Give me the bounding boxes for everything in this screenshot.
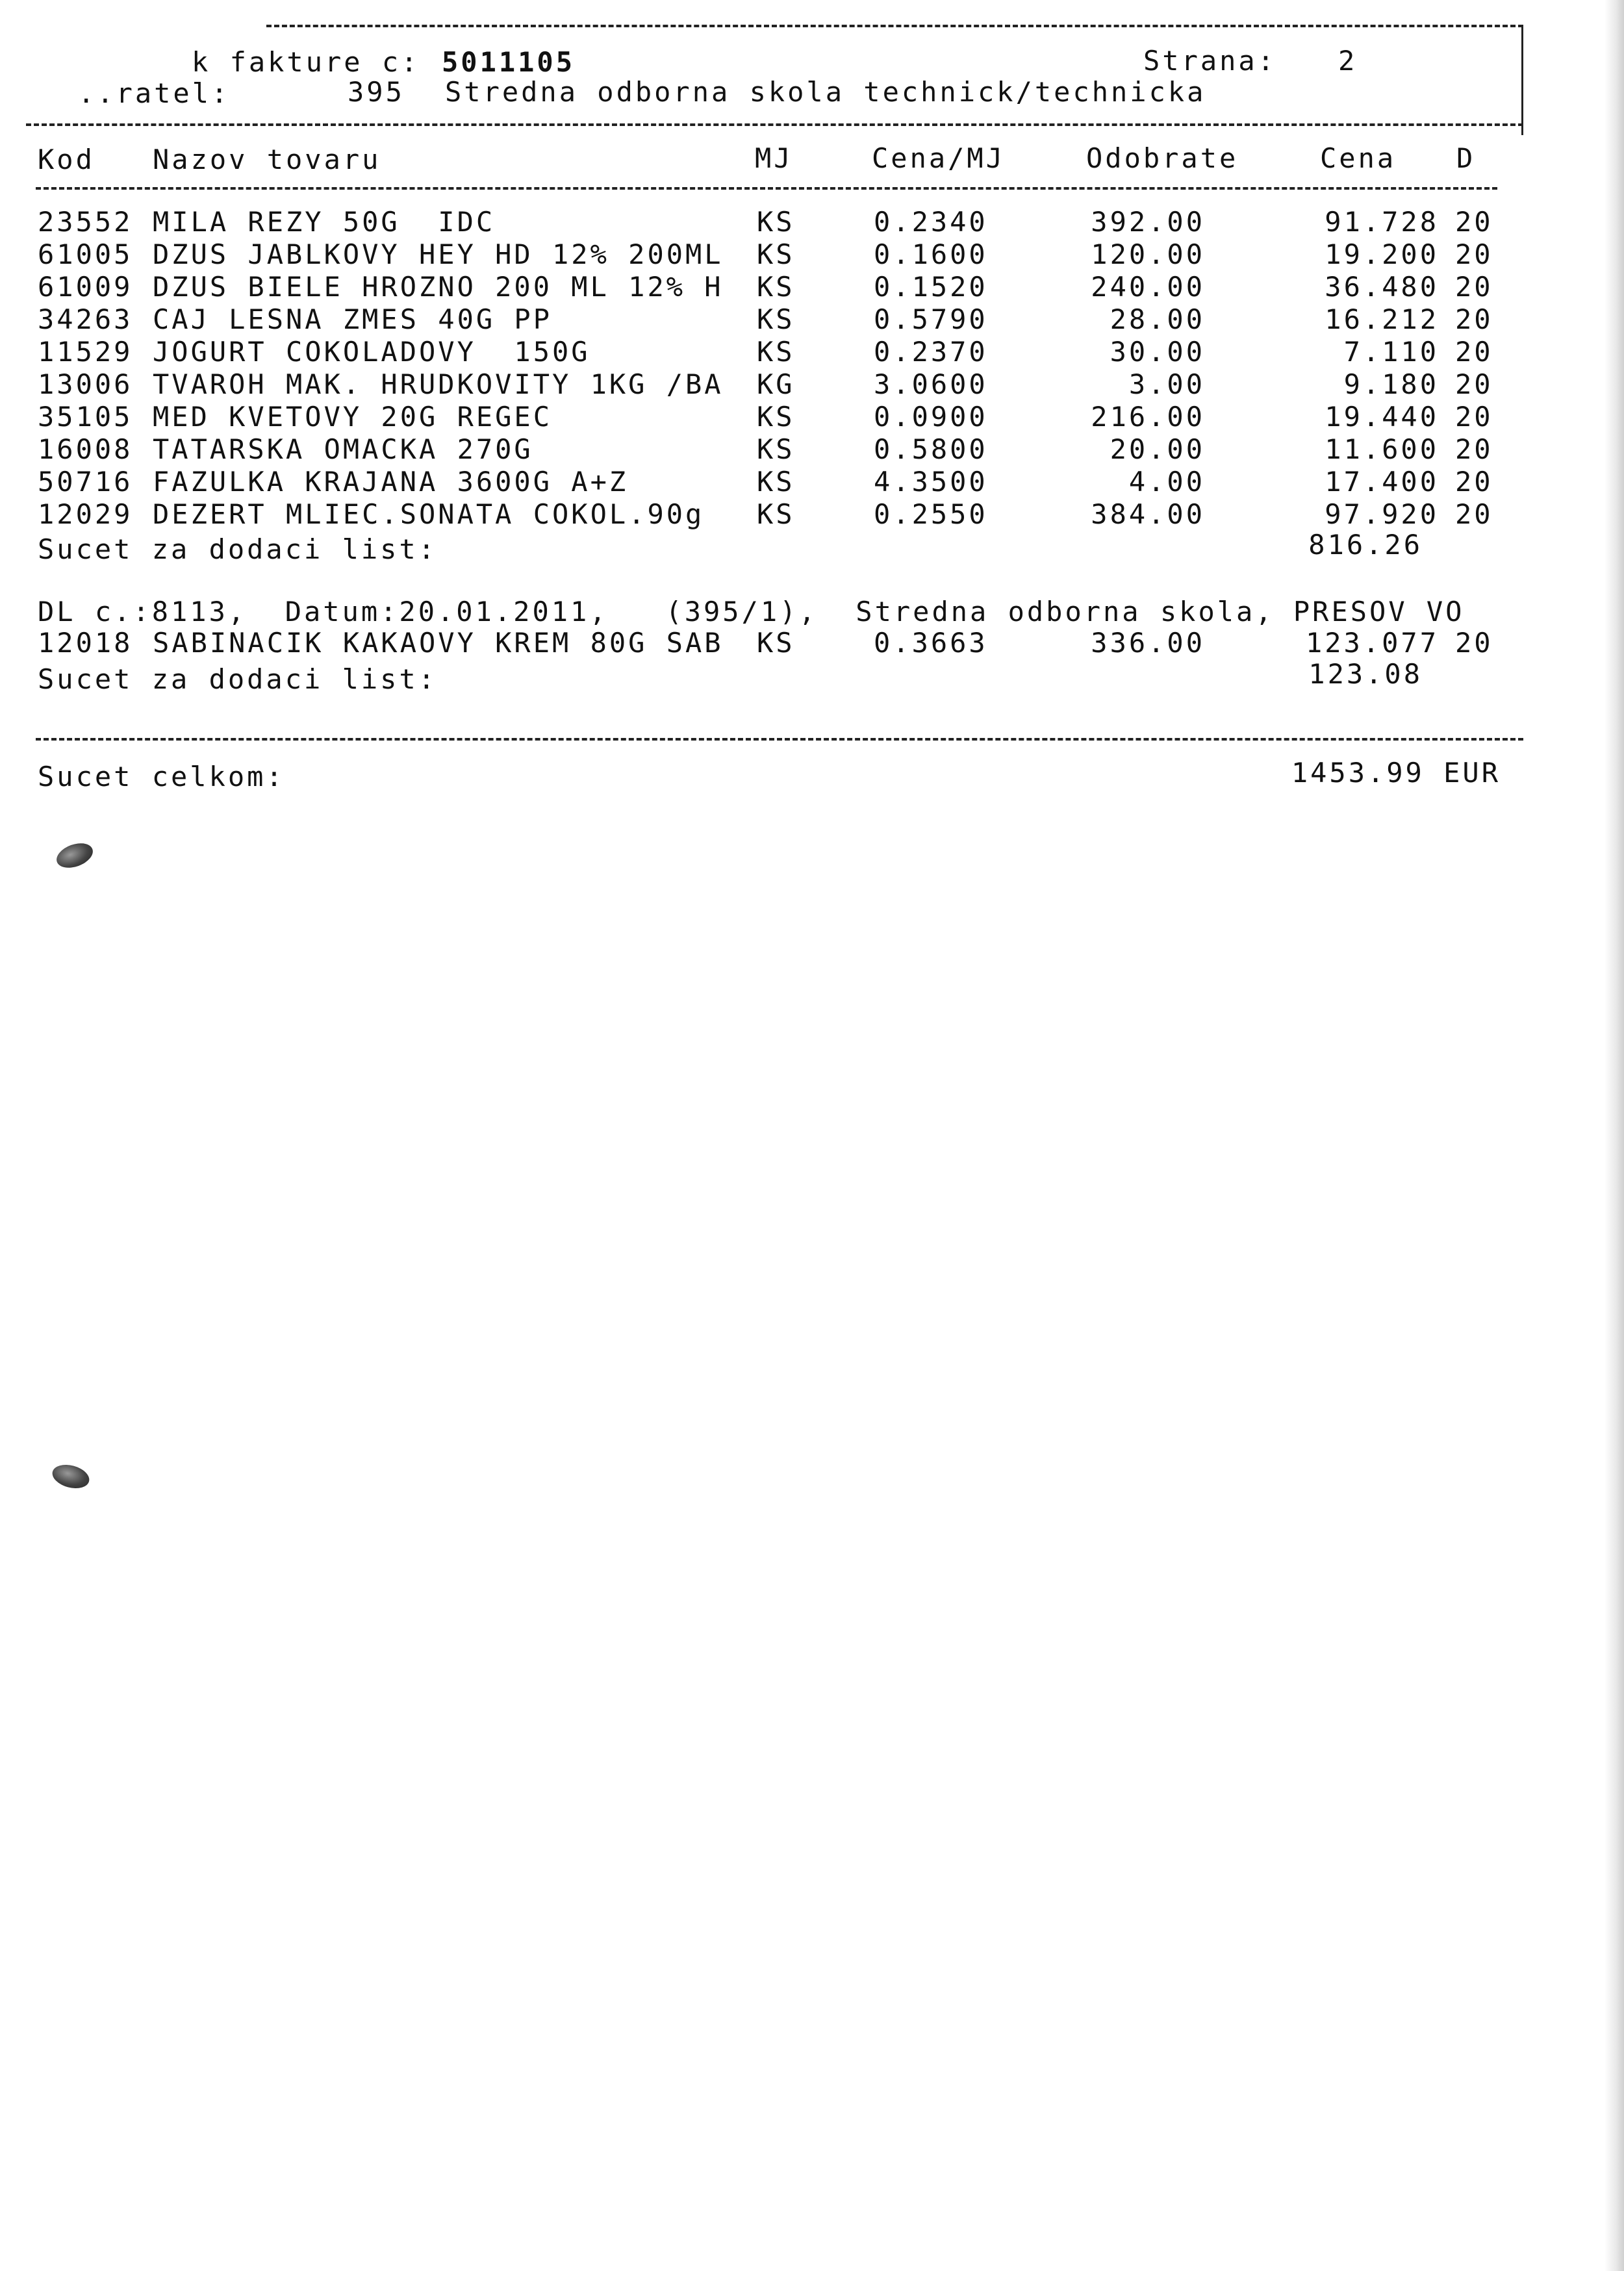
header-right-border <box>1521 25 1523 135</box>
column-header-rule <box>36 187 1497 190</box>
subtotal-label: Sucet za dodaci list: <box>38 533 438 565</box>
cell-cena-mj: 0.1600 <box>874 238 988 270</box>
cell-mj: KS <box>757 401 795 433</box>
cell-odobrate: 384.00 <box>1091 498 1205 530</box>
cell-cena: 97.920 <box>1325 498 1439 530</box>
cell-cena: 123.077 <box>1305 627 1439 659</box>
cell-cena-mj: 3.0600 <box>874 368 988 400</box>
page-edge-shadow <box>1605 0 1624 2271</box>
cell-kod: 13006 <box>38 368 133 400</box>
col-header-odobrate: Odobrate <box>1086 142 1239 174</box>
cell-nazov: MED KVETOVY 20G REGEC <box>153 401 553 433</box>
cell-odobrate: 392.00 <box>1091 206 1205 238</box>
col-header-kod: Kod <box>38 144 95 175</box>
cell-mj: KS <box>757 271 795 303</box>
cell-cena: 7.110 <box>1343 336 1439 368</box>
cell-d: 20 <box>1455 433 1493 465</box>
header-top-rule <box>266 25 1523 27</box>
cell-cena-mj: 0.5800 <box>874 433 988 465</box>
cell-cena: 17.400 <box>1325 466 1439 498</box>
cell-kod: 61005 <box>38 238 133 270</box>
cell-odobrate: 336.00 <box>1091 627 1205 659</box>
invoice-number: 5011105 <box>442 46 576 78</box>
cell-nazov: SABINACIK KAKAOVY KREM 80G SAB <box>153 627 724 659</box>
col-header-cena-mj: Cena/MJ <box>872 142 1006 174</box>
cell-nazov: DZUS BIELE HROZNO 200 ML 12% H <box>153 271 724 303</box>
col-header-cena: Cena <box>1320 142 1397 174</box>
cell-nazov: CAJ LESNA ZMES 40G PP <box>153 303 553 335</box>
cell-d: 20 <box>1455 206 1493 238</box>
cell-mj: KG <box>757 368 795 400</box>
col-header-d: D <box>1456 142 1476 174</box>
cell-mj: KS <box>757 466 795 498</box>
header-bottom-rule <box>26 123 1523 126</box>
cell-nazov: FAZULKA KRAJANA 3600G A+Z <box>153 466 629 498</box>
punch-hole-top <box>53 839 96 872</box>
cell-nazov: DZUS JABLKOVY HEY HD 12% 200ML <box>153 238 724 270</box>
total-rule <box>36 738 1523 741</box>
cell-mj: KS <box>757 206 795 238</box>
col-header-nazov: Nazov tovaru <box>153 144 381 175</box>
cell-nazov: MILA REZY 50G IDC <box>153 206 496 238</box>
subtotal-value: 816.26 <box>1308 529 1423 561</box>
cell-cena: 19.200 <box>1325 238 1439 270</box>
total-value: 1453.99 EUR <box>1291 757 1501 789</box>
cell-cena-mj: 0.2550 <box>874 498 988 530</box>
page-number: 2 <box>1338 45 1358 77</box>
page-label: Strana: <box>1143 45 1277 77</box>
cell-kod: 12029 <box>38 498 133 530</box>
cell-odobrate: 120.00 <box>1091 238 1205 270</box>
cell-cena-mj: 0.5790 <box>874 303 988 335</box>
subtotal-label-2: Sucet za dodaci list: <box>38 663 438 695</box>
cell-d: 20 <box>1455 238 1493 270</box>
subtotal-value-2: 123.08 <box>1308 658 1423 690</box>
invoice-title-prefix: k fakture c: <box>192 46 420 78</box>
cell-d: 20 <box>1455 627 1493 659</box>
cell-mj: KS <box>757 303 795 335</box>
cell-odobrate: 30.00 <box>1110 336 1205 368</box>
cell-odobrate: 28.00 <box>1110 303 1205 335</box>
cell-odobrate: 3.00 <box>1128 368 1205 400</box>
cell-odobrate: 216.00 <box>1091 401 1205 433</box>
cell-d: 20 <box>1455 368 1493 400</box>
cell-nazov: JOGURT COKOLADOVY 150G <box>153 336 590 368</box>
delivery-note-line: DL c.:8113, Datum:20.01.2011, (395/1), Stredna odborna skola, PRESOV VO <box>38 596 1465 628</box>
cell-cena: 91.728 <box>1325 206 1439 238</box>
cell-odobrate: 240.00 <box>1091 271 1205 303</box>
cell-nazov: TATARSKA OMACKA 270G <box>153 433 533 465</box>
cell-cena: 9.180 <box>1343 368 1439 400</box>
cell-cena: 11.600 <box>1325 433 1439 465</box>
cell-kod: 11529 <box>38 336 133 368</box>
cell-cena-mj: 0.3663 <box>874 627 988 659</box>
punch-hole-bottom <box>50 1461 92 1492</box>
customer-name: Stredna odborna skola technick/technicka <box>445 76 1206 108</box>
cell-cena: 36.480 <box>1325 271 1439 303</box>
cell-mj: KS <box>757 238 795 270</box>
cell-kod: 34263 <box>38 303 133 335</box>
cell-mj: KS <box>757 498 795 530</box>
cell-d: 20 <box>1455 466 1493 498</box>
cell-d: 20 <box>1455 401 1493 433</box>
cell-d: 20 <box>1455 303 1493 335</box>
cell-odobrate: 4.00 <box>1128 466 1205 498</box>
cell-nazov: DEZERT MLIEC.SONATA COKOL.90g <box>153 498 705 530</box>
total-label: Sucet celkom: <box>38 761 285 793</box>
cell-kod: 50716 <box>38 466 133 498</box>
cell-d: 20 <box>1455 336 1493 368</box>
cell-cena-mj: 0.0900 <box>874 401 988 433</box>
cell-cena-mj: 0.2370 <box>874 336 988 368</box>
cell-cena: 19.440 <box>1325 401 1439 433</box>
cell-cena-mj: 0.1520 <box>874 271 988 303</box>
cell-mj: KS <box>757 627 795 659</box>
cell-kod: 16008 <box>38 433 133 465</box>
customer-code: 395 <box>348 76 405 108</box>
cell-mj: KS <box>757 433 795 465</box>
cell-mj: KS <box>757 336 795 368</box>
cell-d: 20 <box>1455 271 1493 303</box>
cell-cena: 16.212 <box>1325 303 1439 335</box>
cell-kod: 61009 <box>38 271 133 303</box>
cell-kod: 12018 <box>38 627 133 659</box>
cell-nazov: TVAROH MAK. HRUDKOVITY 1KG /BA <box>153 368 724 400</box>
customer-label: ..ratel: <box>78 77 231 109</box>
cell-odobrate: 20.00 <box>1110 433 1205 465</box>
cell-cena-mj: 0.2340 <box>874 206 988 238</box>
cell-kod: 23552 <box>38 206 133 238</box>
cell-kod: 35105 <box>38 401 133 433</box>
cell-d: 20 <box>1455 498 1493 530</box>
cell-cena-mj: 4.3500 <box>874 466 988 498</box>
col-header-mj: MJ <box>755 142 793 174</box>
